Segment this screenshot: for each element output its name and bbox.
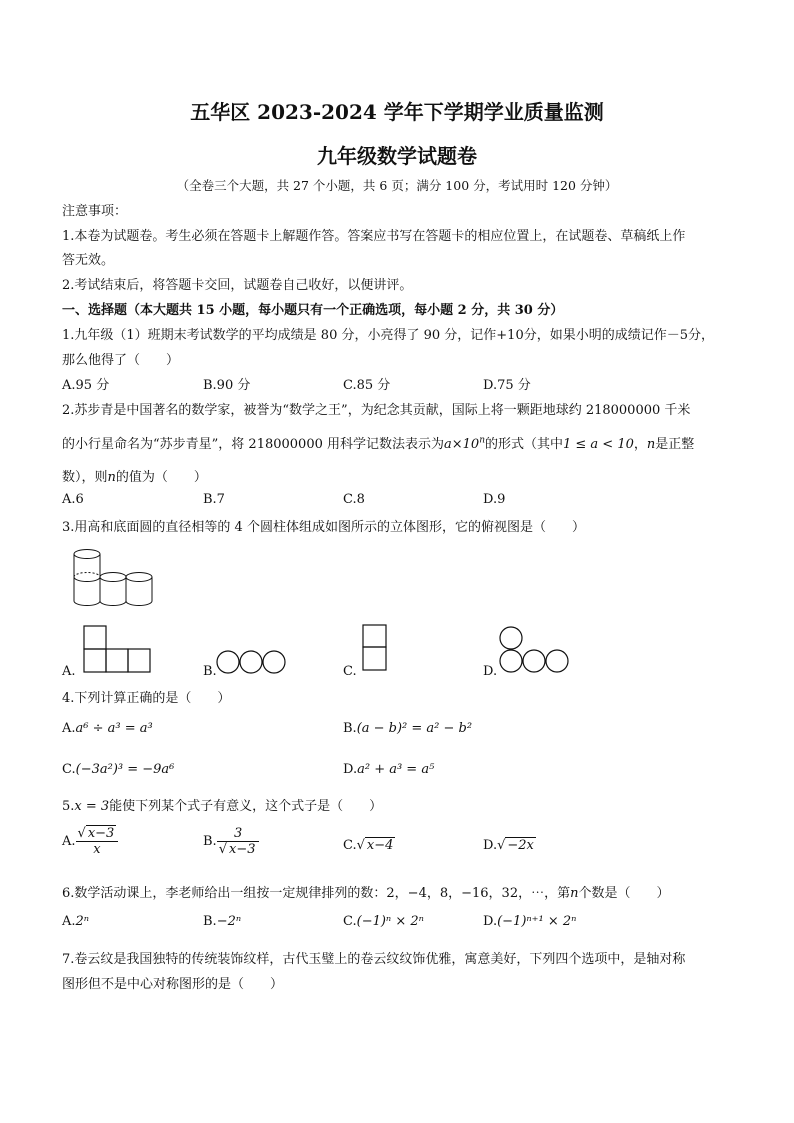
q3-cylinders-figure — [70, 545, 160, 607]
q2-option-d: D.9 — [483, 492, 506, 507]
q2-line2 — [62, 433, 694, 452]
q6-option-b-expr: −2ⁿ — [216, 914, 242, 929]
q5-option-d: D.√ −2x — [483, 838, 534, 853]
q3-option-c-label: C. — [343, 664, 357, 679]
q2-option-c: C.8 — [343, 492, 365, 507]
q4-option-c — [62, 762, 174, 777]
q4-option-a-label: A. — [62, 721, 76, 736]
q4-option-a — [62, 721, 153, 736]
notice-heading: 注意事项： — [62, 204, 128, 219]
q6-option-c-expr: (−1)ⁿ × 2ⁿ — [356, 914, 424, 929]
q1-option-a: A.95 分 — [62, 378, 110, 393]
exam-subtitle: （全卷三个大题，共 27 个小题，共 6 页；满分 100 分，考试用时 120 分钟） — [176, 178, 618, 193]
q5-option-a-numerator: √ x−3 — [76, 826, 119, 842]
q2-option-b: B.7 — [203, 492, 225, 507]
q6-option-a-label: A. — [62, 914, 76, 929]
q6-line1 — [62, 882, 669, 901]
q2-line3-text-a: 数），则 — [62, 470, 108, 485]
q5-option-c: C.√ x−4 — [343, 838, 394, 853]
q6-option-d-expr: (−1)ⁿ⁺¹ × 2ⁿ — [497, 914, 577, 929]
q6-var-n: n — [570, 886, 579, 901]
q6-option-c-label: C. — [343, 914, 357, 929]
exam-title-line1: 五华区 2023-2024 学年下学期学业质量监测 — [190, 100, 604, 124]
q5-option-a-denominator: x — [93, 842, 101, 857]
q3-option-b-figure — [216, 650, 288, 676]
q5-option-a-label: A. — [62, 834, 76, 849]
q4-option-b — [343, 721, 472, 736]
q3-option-d-label: D. — [483, 664, 498, 679]
exam-title-line2: 九年级数学试题卷 — [317, 144, 477, 168]
q6-line1-text-b: 个数是（ ） — [578, 886, 670, 901]
q4-option-c-label: C. — [62, 762, 76, 777]
q6-option-c — [343, 914, 424, 929]
q6-option-d-label: D. — [483, 914, 498, 929]
q1-line1: 1.九年级（1）班期末考试数学的平均成绩是 80 分，小亮得了 90 分，记作+10分，如果小明的成绩记作－5分， — [62, 328, 714, 343]
q4-option-b-label: B. — [343, 721, 357, 736]
notice-item2: 2.考试结束后，将答题卡交回，试题卷自己收好，以便讲评。 — [62, 278, 413, 293]
q2-line2-text-a: 的小行星命名为“苏步青星”，将 218000000 用科学记数法表示为 — [62, 437, 444, 452]
q2-line2-text-d: 是正整 — [655, 437, 695, 452]
q5-option-c-radicand: x−4 — [366, 838, 394, 853]
q5-option-a-radicand: x−3 — [87, 826, 115, 841]
q4-option-a-expr: a⁶ ÷ a³ = a³ — [75, 721, 153, 736]
q5-option-c-label: C. — [343, 838, 357, 853]
q5-line1-number: 5. — [62, 799, 75, 814]
q6-option-a — [62, 914, 89, 929]
q5-condition: x = 3 — [74, 799, 110, 814]
q2-line3-var-n: n — [107, 470, 116, 485]
q5-option-b-numerator: 3 — [217, 826, 260, 842]
q5-option-d-radicand: −2x — [507, 838, 534, 853]
q3-option-b-label: B. — [203, 664, 217, 679]
q2-line3 — [62, 466, 207, 485]
q5-option-d-label: D. — [483, 838, 498, 853]
q2-line1: 2.苏步青是中国著名的数学家，被誉为“数学之王”，为纪念其贡献，国际上将一颗距地球约 218000000 千米 — [62, 403, 691, 418]
q2-sci-exponent: n — [479, 435, 485, 446]
q5-option-b-radicand: x−3 — [228, 842, 256, 857]
q4-option-c-expr: (−3a²)³ = −9a⁶ — [75, 762, 175, 777]
q5-option-b-denominator: √ x−3 — [218, 842, 256, 857]
q3-option-c-figure — [362, 624, 388, 672]
q2-line2-text-c: ， — [633, 437, 647, 452]
q4-line1: 4.下列计算正确的是（ ） — [62, 691, 231, 706]
q4-option-d — [343, 762, 434, 777]
q5-line1-text: 能使下列某个式子有意义，这个式子是（ ） — [109, 799, 383, 814]
q7-line1: 7.卷云纹是我国独特的传统装饰纹样，古代玉璧上的卷云纹纹饰优雅，寓意美好，下列四个选项中，是轴对称 — [62, 952, 686, 967]
q6-line1-text-a: 6.数学活动课上，李老师给出一组按一定规律排列的数：2，−4，8，−16，32，⋯，第 — [62, 886, 571, 901]
q3-option-a-label: A. — [62, 664, 76, 679]
q1-line2: 那么他得了（ ） — [62, 353, 180, 368]
q1-option-d: D.75 分 — [483, 378, 531, 393]
q2-line3-text-b: 的值为（ ） — [115, 470, 207, 485]
q3-option-d-figure — [499, 626, 571, 674]
q3-option-a-figure — [83, 625, 153, 673]
q4-option-b-expr: (a − b)² = a² − b² — [356, 721, 473, 736]
q6-option-d — [483, 914, 576, 929]
q5-option-b-label: B. — [203, 834, 217, 849]
q2-sci-notation: a×10 — [444, 437, 480, 452]
notice-item1-line1: 1.本卷为试题卷。考生必须在答题卡上解题作答。答案应书写在答题卡的相应位置上，在试题卷、草稿纸上作 — [62, 229, 686, 244]
q5-option-a — [62, 826, 118, 857]
notice-item1-line2: 答无效。 — [62, 253, 115, 268]
q6-option-a-expr: 2ⁿ — [75, 914, 90, 929]
q5-option-b-fraction — [217, 826, 260, 857]
q2-condition: 1 ≤ a < 10 — [563, 437, 634, 452]
q1-option-c: C.85 分 — [343, 378, 391, 393]
q7-line2: 图形但不是中心对称图形的是（ ） — [62, 977, 284, 992]
q6-option-b — [203, 914, 241, 929]
q5-line1 — [62, 795, 382, 814]
q2-line2-text-b: 的形式（其中 — [484, 437, 563, 452]
section1-heading: 一、选择题（本大题共 15 小题，每小题只有一个正确选项，每小题 2 分，共 30 分） — [62, 303, 564, 318]
q5-option-a-fraction — [76, 826, 119, 857]
q3-line1: 3.用高和底面圆的直径相等的 4 个圆柱体组成如图所示的立体图形，它的俯视图是（ ） — [62, 520, 585, 535]
q6-option-b-label: B. — [203, 914, 217, 929]
q2-option-a: A.6 — [62, 492, 84, 507]
q4-option-d-label: D. — [343, 762, 358, 777]
q2-var-n: n — [646, 437, 656, 452]
q4-option-d-expr: a² + a³ = a⁵ — [357, 762, 435, 777]
q5-option-b — [203, 826, 259, 857]
q1-option-b: B.90 分 — [203, 378, 251, 393]
